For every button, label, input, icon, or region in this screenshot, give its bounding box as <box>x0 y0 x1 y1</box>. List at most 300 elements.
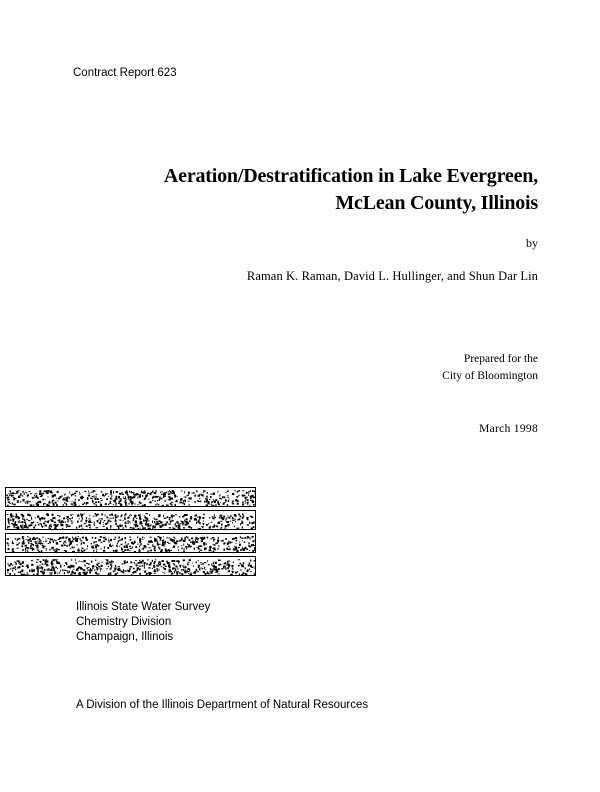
logo-speck <box>7 569 9 571</box>
logo-speck <box>200 550 202 551</box>
logo-speck <box>77 521 79 523</box>
logo-speck <box>31 560 33 561</box>
logo-speck <box>221 527 222 529</box>
logo-speck <box>248 545 250 547</box>
logo-speck <box>154 546 155 548</box>
logo-speck <box>39 565 40 566</box>
logo-speck <box>32 538 33 540</box>
logo-speck <box>123 497 124 498</box>
logo-speck <box>204 562 206 563</box>
logo-speck <box>146 513 148 514</box>
logo-speck <box>232 493 234 495</box>
logo-speck <box>58 498 60 500</box>
logo-speck <box>187 495 188 497</box>
logo-speck <box>124 549 126 551</box>
logo-speck <box>186 514 188 516</box>
logo-speck <box>158 569 159 571</box>
logo-speck <box>10 517 11 518</box>
logo-speck <box>218 491 219 493</box>
logo-speck <box>26 547 28 549</box>
logo-speck <box>82 548 83 550</box>
organization <box>76 600 210 645</box>
logo-speck <box>217 522 218 524</box>
logo-speck <box>160 551 162 553</box>
logo-speck <box>26 539 28 540</box>
logo-speck <box>212 526 214 527</box>
logo-speck <box>216 568 217 569</box>
logo-speck <box>253 545 255 546</box>
logo-speck <box>41 526 43 527</box>
logo-speck <box>241 538 243 539</box>
logo-speck <box>54 502 56 504</box>
logo-speck <box>22 518 23 520</box>
logo-speck <box>204 490 206 492</box>
logo-speck <box>224 502 225 503</box>
logo-speck <box>232 501 234 502</box>
logo-speck <box>137 567 139 569</box>
logo-speck <box>223 566 224 568</box>
logo-speck <box>86 548 87 549</box>
logo-speck <box>147 544 149 545</box>
logo-speck <box>80 497 82 499</box>
logo-speck <box>202 523 204 524</box>
logo-speck <box>230 574 231 575</box>
logo-speck <box>242 540 243 541</box>
logo-speck <box>66 524 68 526</box>
logo-speck <box>234 514 236 516</box>
logo-speck <box>81 525 82 527</box>
logo-speck <box>93 565 94 567</box>
logo-speck <box>52 502 53 504</box>
logo-speck <box>62 569 63 571</box>
logo-speck <box>12 492 14 494</box>
logo-speck <box>189 527 191 528</box>
logo-speck <box>132 547 133 549</box>
logo-speck <box>14 562 16 563</box>
logo-speck <box>17 548 19 549</box>
logo-speck <box>103 522 104 523</box>
logo-speck <box>55 572 57 574</box>
logo-speck <box>56 498 57 499</box>
logo-speck <box>98 501 100 503</box>
logo-speck <box>80 513 81 515</box>
logo-speck <box>251 522 253 524</box>
logo-speck <box>168 491 170 492</box>
logo-speck <box>211 538 212 540</box>
logo-speck <box>204 514 205 516</box>
logo-speck <box>22 570 24 571</box>
logo-speck <box>72 501 73 502</box>
logo-speck <box>25 492 26 493</box>
logo-speck <box>199 569 200 571</box>
logo-speck <box>181 545 182 546</box>
logo-speck <box>92 501 94 503</box>
logo-speck <box>96 568 98 569</box>
logo-speck <box>157 544 159 546</box>
logo-speck <box>154 566 156 567</box>
logo-speck <box>39 561 41 562</box>
logo-speck <box>79 505 80 506</box>
logo-speck <box>74 547 75 548</box>
logo-speck <box>125 498 126 500</box>
logo-speck <box>186 524 188 525</box>
logo-speck <box>36 562 38 563</box>
logo-speck <box>84 572 85 573</box>
logo-speck <box>154 573 156 574</box>
logo-speck <box>20 493 21 494</box>
logo-speck <box>203 538 205 540</box>
logo-speck <box>28 543 29 544</box>
logo-speck <box>144 537 145 538</box>
logo-speck <box>48 490 50 492</box>
logo-speck <box>137 536 138 538</box>
logo-speck <box>58 549 60 550</box>
logo-speck <box>202 568 203 569</box>
logo-speck <box>76 544 77 545</box>
logo-speck <box>158 496 159 497</box>
logo-speck <box>74 502 76 504</box>
logo-speck <box>96 544 98 546</box>
logo-speck <box>139 523 141 524</box>
logo-speck <box>142 526 143 527</box>
logo-speck <box>227 495 228 496</box>
logo-speck <box>17 567 19 568</box>
logo-speck <box>122 494 124 495</box>
logo-speck <box>170 550 172 551</box>
logo-speck <box>168 543 170 544</box>
logo-speck <box>174 542 176 544</box>
logo-speck <box>232 503 234 505</box>
logo-speck <box>133 568 135 569</box>
logo-speck <box>8 538 9 540</box>
logo-speck <box>11 523 13 525</box>
logo-speck <box>247 524 249 525</box>
logo-speck <box>32 548 34 550</box>
logo-speck <box>105 559 106 560</box>
logo-speck <box>178 527 180 529</box>
logo-speck <box>198 565 200 567</box>
logo-speck <box>154 561 156 563</box>
logo-speck <box>235 537 237 539</box>
logo-speck <box>78 566 80 568</box>
logo-speck <box>246 492 248 494</box>
logo-speck <box>135 560 137 561</box>
logo-speck <box>92 537 94 539</box>
logo-speck <box>76 527 77 529</box>
logo-speck <box>134 571 136 573</box>
logo-speck <box>91 492 93 493</box>
logo-speck <box>152 546 154 547</box>
logo-speck <box>110 521 112 522</box>
logo-speck <box>57 573 58 575</box>
logo-speck <box>18 522 19 523</box>
logo-speck <box>164 518 166 519</box>
logo-speck <box>185 566 187 568</box>
logo-speck <box>149 523 150 524</box>
logo-speck <box>182 516 184 518</box>
logo-speck <box>149 501 151 503</box>
logo-speck <box>53 500 54 502</box>
logo-speck <box>252 490 253 492</box>
logo-speck <box>108 522 109 524</box>
logo-speck <box>139 573 141 575</box>
logo-speck <box>140 528 141 529</box>
logo-speck <box>157 503 158 504</box>
logo-speck <box>87 570 89 571</box>
logo-speck <box>142 537 143 538</box>
logo-speck <box>129 568 130 570</box>
logo-speck <box>76 562 77 564</box>
logo-speck <box>115 496 117 498</box>
logo-speck <box>30 524 32 526</box>
logo-speck <box>130 514 131 515</box>
logo-speck <box>75 499 76 501</box>
logo-speck <box>153 496 154 498</box>
logo-speck <box>53 550 54 551</box>
logo-speck <box>86 539 88 541</box>
logo-speck <box>115 516 117 518</box>
logo-speck <box>51 493 53 494</box>
logo-speck <box>245 503 246 504</box>
logo-speck <box>33 527 34 529</box>
logo-speck <box>228 546 229 548</box>
logo-speck <box>144 564 145 566</box>
logo-speck <box>152 497 153 499</box>
logo-speck <box>233 549 234 551</box>
logo-speck <box>133 492 135 493</box>
logo-speck <box>64 541 65 542</box>
logo-speck <box>105 514 106 516</box>
logo-speck <box>133 519 135 521</box>
logo-speck <box>251 516 253 518</box>
logo-speck <box>157 541 158 543</box>
logo-speck <box>75 538 77 540</box>
logo-speck <box>130 566 132 567</box>
logo-speck <box>213 499 214 501</box>
logo-speck <box>71 523 73 524</box>
logo-speck <box>36 493 37 494</box>
logo-speck <box>13 524 15 526</box>
logo-speck <box>93 543 94 544</box>
logo-speck <box>24 520 26 522</box>
logo-speck <box>31 569 33 570</box>
logo-speck <box>179 502 181 503</box>
logo-speck <box>97 549 98 550</box>
logo-speck <box>126 546 128 548</box>
logo-speck <box>30 546 32 547</box>
logo-speck <box>12 570 13 572</box>
logo-speck <box>74 493 76 494</box>
logo-speck <box>26 565 28 567</box>
logo-speck <box>107 547 109 549</box>
logo-speck <box>78 499 80 501</box>
logo-speck <box>86 572 88 574</box>
logo-speck <box>148 526 150 527</box>
logo-speck <box>70 514 71 516</box>
logo-speck <box>19 520 21 521</box>
logo-speck <box>242 513 244 515</box>
logo-speck <box>134 541 136 542</box>
logo-speck <box>125 496 126 498</box>
logo-speck <box>171 515 173 517</box>
logo-speck <box>47 497 48 498</box>
logo-speck <box>27 550 28 551</box>
logo-speck <box>48 543 50 544</box>
logo-speck <box>189 540 190 541</box>
logo-speck <box>219 517 220 518</box>
logo-speck <box>77 515 78 516</box>
logo-speck <box>87 568 88 569</box>
logo-speck <box>44 491 46 493</box>
logo-speck <box>234 526 235 528</box>
logo-speck <box>145 495 147 497</box>
logo-speck <box>46 560 48 562</box>
logo-speck <box>59 519 61 521</box>
title-line-1: Aeration/Destratification in Lake Evergreen, <box>163 165 538 187</box>
logo-speck <box>43 523 45 525</box>
logo-speck <box>229 570 230 572</box>
logo-speck <box>64 495 65 496</box>
logo-speck <box>188 495 189 496</box>
logo-speck <box>195 538 196 540</box>
logo-speck <box>31 570 33 572</box>
logo-speck <box>193 492 194 494</box>
logo-speck <box>144 571 146 573</box>
logo-speck <box>139 516 141 518</box>
logo-speck <box>189 504 190 506</box>
logo-speck <box>69 571 70 573</box>
logo-speck <box>169 490 170 491</box>
logo-speck <box>168 523 169 524</box>
logo-speck <box>126 545 128 546</box>
logo-speck <box>162 505 164 507</box>
logo-speck <box>188 562 190 563</box>
logo-speck <box>96 494 97 495</box>
logo-speck <box>193 565 194 566</box>
logo-speck <box>179 572 180 574</box>
logo-speck <box>64 570 66 571</box>
logo-speck <box>203 543 205 545</box>
logo-speck <box>93 550 94 552</box>
logo-speck <box>154 519 155 520</box>
logo-speck <box>189 569 190 571</box>
logo-speck <box>237 500 239 502</box>
logo-speck <box>248 495 249 496</box>
logo-speck <box>132 527 134 529</box>
logo-speck <box>140 514 141 515</box>
logo-speck <box>85 537 87 539</box>
logo-speck <box>129 550 130 551</box>
logo-speck <box>254 540 255 541</box>
logo-speck <box>52 495 54 497</box>
logo-speck <box>103 541 105 542</box>
logo-speck <box>93 516 95 517</box>
logo-speck <box>138 504 139 505</box>
logo-speck <box>110 501 112 502</box>
logo-speck <box>195 515 197 517</box>
logo-speck <box>72 565 74 567</box>
logo-speck <box>114 539 116 540</box>
logo-speck <box>48 570 50 571</box>
logo-speck <box>13 504 15 506</box>
logo-speck <box>109 514 111 515</box>
logo-speck <box>157 568 158 570</box>
logo-speck <box>237 491 239 492</box>
logo-speck <box>144 499 145 500</box>
logo-speck <box>173 546 175 548</box>
logo-speck <box>95 566 96 567</box>
logo-speck <box>123 520 124 521</box>
logo-speck <box>98 519 100 520</box>
logo-speck <box>69 497 70 499</box>
logo-speck <box>183 548 185 549</box>
logo-speck <box>246 499 247 500</box>
logo-speck <box>227 549 228 550</box>
logo-speck <box>219 494 220 496</box>
report-date: March 1998 <box>479 423 538 435</box>
logo-speck <box>169 562 170 563</box>
logo-speck <box>157 523 158 524</box>
logo-speck <box>139 546 140 547</box>
logo-speck <box>155 504 156 506</box>
logo-speck <box>197 547 199 548</box>
logo-speck <box>96 504 97 506</box>
logo-speck <box>170 569 171 571</box>
logo-speck <box>78 536 79 537</box>
logo-speck <box>106 527 108 529</box>
logo-speck <box>140 518 141 519</box>
logo-speck <box>70 548 71 549</box>
logo-speck <box>27 536 28 537</box>
logo-speck <box>174 528 176 530</box>
logo-speck <box>165 541 166 543</box>
logo-speck <box>159 544 161 545</box>
logo-speck <box>200 522 201 524</box>
logo-speck <box>70 574 72 575</box>
logo-speck <box>165 523 167 525</box>
logo-speck <box>61 520 63 521</box>
logo-speck <box>99 539 101 541</box>
logo-speck <box>101 518 103 519</box>
logo-speck <box>89 527 90 529</box>
logo-speck <box>196 519 197 521</box>
logo-speck <box>239 544 241 546</box>
logo-speck <box>227 543 229 545</box>
logo-speck <box>27 494 29 496</box>
logo-speck <box>226 521 227 523</box>
logo-speck <box>249 569 250 570</box>
logo-speck <box>102 526 104 527</box>
logo-speck <box>30 504 32 506</box>
logo-speck <box>249 537 250 539</box>
logo-speck <box>247 499 249 501</box>
logo-speck <box>14 526 15 528</box>
logo-speck <box>129 499 131 501</box>
logo-speck <box>105 493 107 494</box>
logo-speck <box>39 493 41 495</box>
logo-speck <box>55 524 56 526</box>
logo-speck <box>227 515 228 516</box>
logo-speck <box>42 563 44 564</box>
logo-speck <box>202 517 204 519</box>
logo-speck <box>82 537 84 539</box>
logo-speck <box>18 572 20 573</box>
logo-speck <box>22 541 24 543</box>
logo-speck <box>240 523 241 525</box>
logo-speck <box>71 504 72 505</box>
logo-speck <box>128 520 129 522</box>
logo-speck <box>101 548 102 549</box>
